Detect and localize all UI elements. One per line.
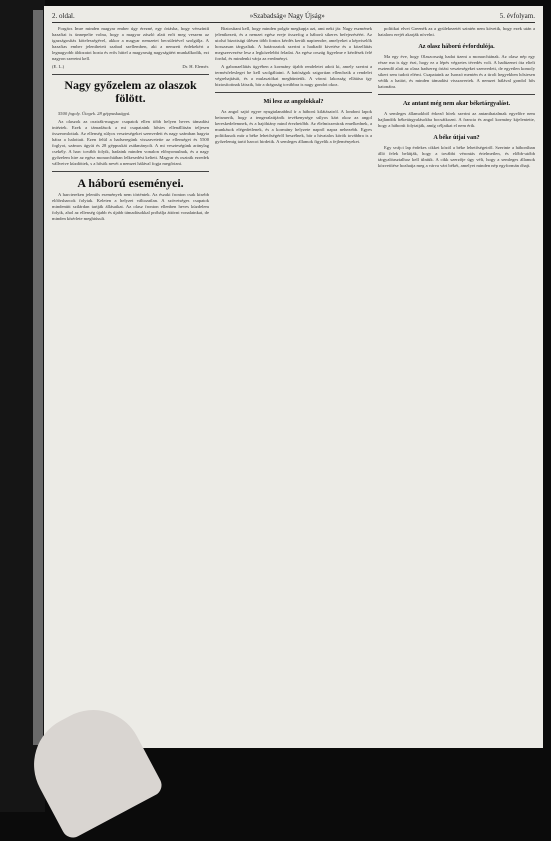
article-text: Egy svájci lap érdekes cikket közöl a béke lehetőségeiről. Szerinte a háborúban álló felek belátják, hogy a további vérontás értelmetlen, és előbb-utóbb tárgyalóasztalhoz kell ülniük. A cikk szerzője úgy véli, hogy a semleges államok közvetítése hozhatja meg a várva várt békét, amelyet minden nép egyformán óhajt. bbox=[378, 145, 535, 168]
article-text: Forgács Imre minden magyar ember úgy érezné, egy óriásba, hogy vérszíntű hazafiai is ünnepelte volna, hogy a magyar zászló alatt erőt meg veszem az igazságosítás kötelességével, akkor a magyar nemzetet becsületével szolgálja. A hazafias ember jelenthetett szabad szellemben, aki a nemzeti érdekekért a legnagyobb áldozatot hozta és erős hittel a magyarság nagyságáért munkálkodik, ezt nagyon szeretni kell. bbox=[52, 26, 209, 61]
article-text: Az angol sajtó egyre nyugtalanabbul ír a háború kilátásairól. A londoni lapok beismerik, hogy a tengeralattjárók tevékenysége súlyos kárt okoz az angol kereskedelemnek, és a hajóhiány mind érezhetőbb. Az élelmiszerárak emelkednek, a munkások elégedetlenek, és a kormány helyzete napról napra nehezebb. Egyes politikusok már a béke lehetőségéről beszélnek, bár a hivatalos körök továbbra is a győzelemig tartó harcot hirdetik. A semleges államok figyelik a fejleményeket. bbox=[215, 109, 372, 144]
column-2 bbox=[215, 26, 372, 748]
section-heading: A háború eseményei. bbox=[77, 176, 184, 190]
column-3 bbox=[378, 26, 535, 748]
issue-label: 5. évfolyam. bbox=[499, 12, 535, 20]
column-1 bbox=[52, 26, 209, 748]
signature-right: Dr. H. Elemér. bbox=[182, 64, 209, 69]
divider bbox=[378, 94, 535, 95]
article-text: politikai elvei Greenék az a gyülekezetét szintén nem követik, hogy ezek után a hatalom erejét akarják növelni. bbox=[378, 26, 535, 37]
divider bbox=[52, 74, 209, 75]
article-text: A gabonaellátás ügyében a kormány újabb rendeletet adott ki, amely szerint a termésfelesleget be kell szolgáltatni. A hatóságok szigorúan ellenőrzik a rendelet végrehajtását, és a mulasztókat megbüntetik. A városi lakosság ellátása így biztosítottnak látszik, bár a drágaság továbbra is nagy gondot okoz. bbox=[215, 64, 372, 87]
article-text: Ma egy éve, hogy Olaszország hadat üzent a monarchiának. Az olasz nép egy része ma is úgy érzi, hogy ez a lépés végzetes tévedés volt. A hadüzenet óta eltelt esztendő alatt az olasz hadsereg óriási veszteségeket szenvedett, de egyetlen komoly sikert sem tudott elérni. Csapataink az Isonzó mentén és a tiroli hegyekben hősiesen védik a határt, és minden támadást visszavertek. A nemzet hálával gondol hős katonáira. bbox=[378, 54, 535, 89]
divider bbox=[52, 171, 209, 172]
book-binding bbox=[33, 10, 43, 745]
columns bbox=[52, 26, 535, 748]
article-text: A semleges államokból érkező hírek szerint az antanthatalmak egyelőre nem hajlandók béketárgyalásokba bocsátkozni. A francia és angol kormány kijelentette, hogy a háborút folytatják, amíg céljaikat el nem érik. bbox=[378, 111, 535, 128]
section-heading: Mi lesz az angolokkal? bbox=[263, 98, 324, 105]
section-heading: A béke útjai van? bbox=[433, 134, 480, 141]
article-dateline: 5500 fogoly. Ütegek. 28 géppuskaágyú. bbox=[58, 111, 131, 116]
article-text: A harctereken jelentős események nem történtek. Az északi fronton csak kisebb előőrsharcok folytak. Keleten a helyzet változatlan. A szövetséges csapatok mindenütt szilárdan tartják állásaikat. Az olasz fronton ellenben heves küzdelem folyik, ahol az ellenség újabb és újabb támadásokkal próbálja áttörni vonalainkat, de minden kísérlete meghiúsult. bbox=[52, 192, 209, 221]
article-text: Biztosítani kell, hogy minden polgár megkapja azt, ami neki jár. Nagy eszmének jelentkezett, és a nemzet egész ereje összefog a háború sikeres befejezéséért. Az utolsó bizottsági ülésen több fontos kérdés került napirendre, amelyeket a képviselők hosszasan tárgyaltak. A határozatok szerint a hadiadó kivetése és a közellátás megszervezése lesz a legközelebbi feladat. Az egész ország figyelme e kérdések felé fordul, és mindenki várja az eredményt. bbox=[215, 26, 372, 61]
article-text: Az olaszok az osztrák-magyar csapatok ellen több helyen heves támadást intéztek. Ezek a támadások a mi csapataink hősies ellenállásán teljesen összeomlottak. Az ellenség súlyos veszteségeket szenvedett és nagy számban hagyta hátra a halottait. Ezen felül a hadseregünk visszavetette az ellenséget és 5500 foglyot, számos ágyút és 28 géppuskát zsákmányolt. A mi veszteségünk aránylag csekély. A harc tovább folyik, hadaink minden vonalon előnyomulnak, és a nagy győzelem hire az egész monarchiában lelkesedést keltett. Magyar és osztrák ezredek vállvetve küzdöttek, s a hősök nevét a nemzet hálával fogja megőrizni. bbox=[52, 119, 209, 166]
newspaper-page bbox=[44, 6, 543, 748]
page-header bbox=[52, 12, 535, 23]
newspaper-title: »Szabadság« Nagy Újság» bbox=[249, 12, 325, 20]
divider bbox=[215, 92, 372, 93]
page-number: 2. oldal. bbox=[52, 12, 75, 20]
section-heading: Az olasz háború évfordulója. bbox=[418, 43, 495, 50]
article-headline: Nagy győzelem az olaszok fölött. bbox=[64, 78, 197, 105]
signature-line bbox=[52, 64, 209, 70]
signature-left: (E. L.) bbox=[52, 64, 65, 69]
section-heading: Az antant még nem akar béketárgyalást. bbox=[402, 100, 511, 107]
